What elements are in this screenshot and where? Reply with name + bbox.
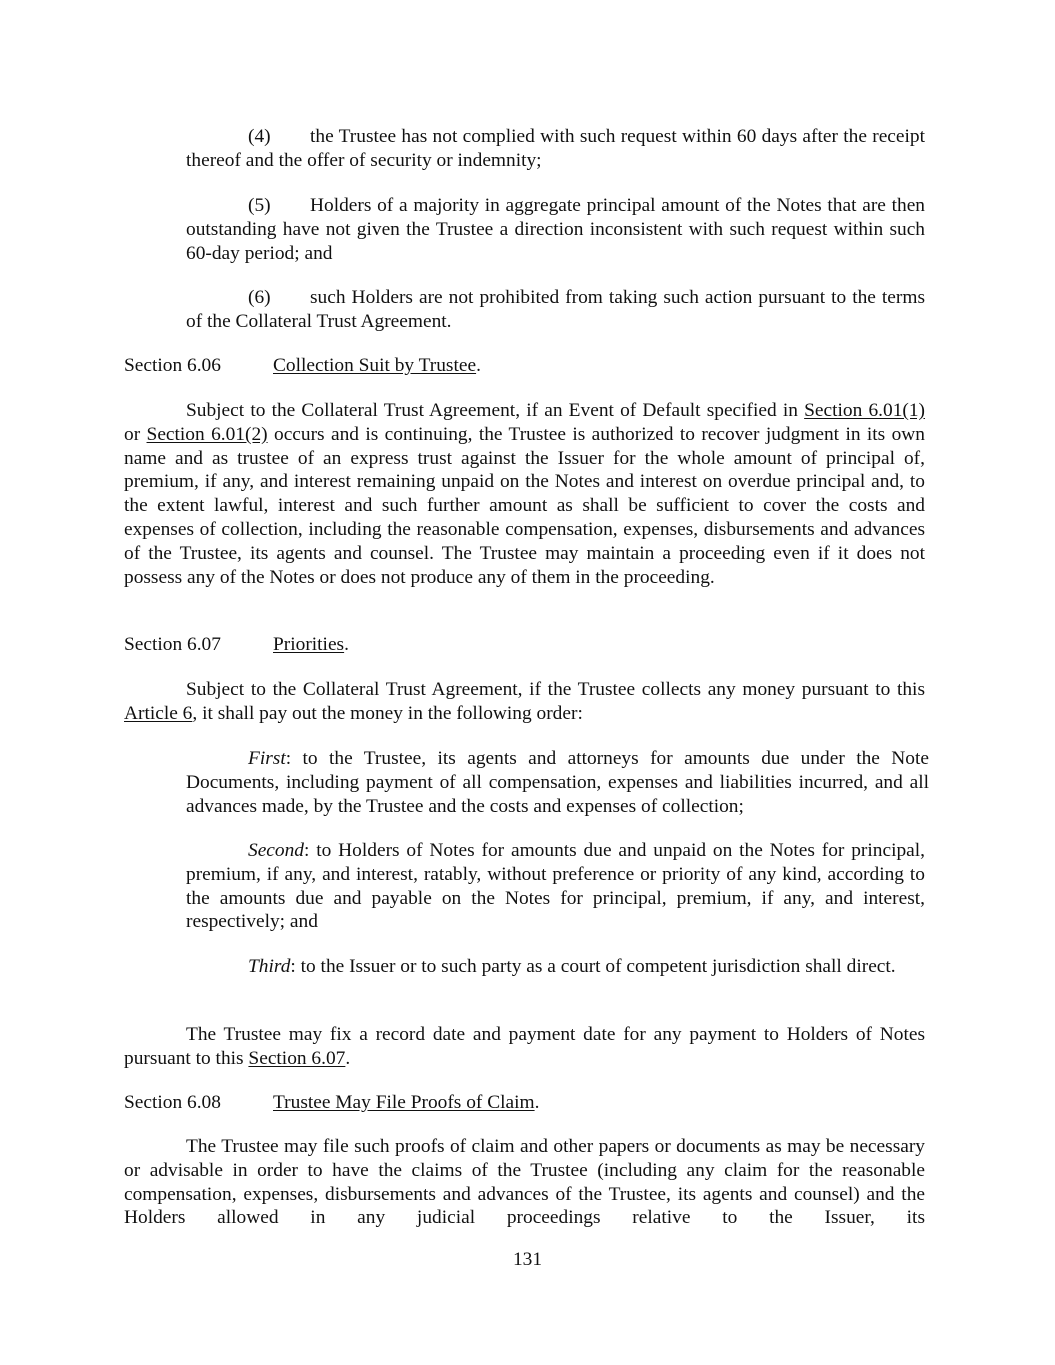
cross-reference-link[interactable]: Section 6.01(1): [804, 400, 925, 421]
section-6-07-record-date: [124, 1023, 925, 1071]
section-heading-6-08: Section 6.08 Trustee May File Proofs of Claim.: [124, 1092, 540, 1113]
section-number: Section 6.07: [124, 634, 221, 655]
section-6-08-paragraph: [124, 1135, 925, 1230]
clause-number: (4): [248, 126, 271, 147]
priority-label: Second: [248, 840, 304, 861]
paragraph-text: The Trustee may file such proofs of claim and other papers or documents as may be necessary or advisable in order to have the claims of the Trustee (including any claim for the reasonable compensation, expenses, disbursements and advances of the Trustee, its agents and counsel) and the Holders allowed in any judicial proceedings relative to the Issuer, its: [124, 1136, 925, 1229]
paragraph-text: Subject to the Collateral Trust Agreement, if an Event of Default specified in: [186, 400, 805, 421]
cross-reference-link[interactable]: Section 6.01(2): [146, 423, 268, 445]
cross-reference-link[interactable]: Article 6: [124, 702, 193, 724]
cross-reference-link[interactable]: Section 6.07: [248, 1047, 346, 1069]
priority-first: [186, 747, 929, 818]
section-number: Section 6.08: [124, 1092, 221, 1113]
clause-4-text: [186, 125, 925, 173]
paragraph-text: or: [124, 423, 147, 445]
section-title: Collection Suit by Trustee: [273, 355, 477, 376]
section-6-07-intro: [124, 678, 925, 726]
priority-text: : to the Issuer or to such party as a court of competent jurisdiction shall direct.: [290, 956, 896, 977]
paragraph-text: .: [345, 1047, 351, 1069]
clause-number: (5): [248, 195, 271, 216]
paragraph-text: , it shall pay out the money in the following order:: [192, 702, 583, 724]
priority-label: Third: [248, 956, 291, 977]
section-6-06-paragraph: [124, 399, 925, 589]
priority-text: : to the Trustee, its agents and attorneys for amounts due under the Note Documents, including payment of all compensation, expenses and liabilities incurred, and all advances made, by the Trustee and the costs and expenses of collection;: [186, 748, 929, 817]
priority-label: First: [248, 748, 286, 769]
clause-text: such Holders are not prohibited from taking such action pursuant to the terms of the Collateral Trust Agreement.: [186, 287, 925, 332]
clause-number: (6): [248, 287, 271, 308]
paragraph-text: The Trustee may fix a record date and payment date for any payment to Holders of Notes pursuant to this: [124, 1024, 925, 1069]
clause-6-text: [186, 286, 925, 334]
clause-5-text: [186, 194, 925, 265]
clause-text: the Trustee has not complied with such request within 60 days after the receipt thereof and the offer of security or indemnity;: [186, 126, 925, 171]
section-number: Section 6.06: [124, 355, 221, 376]
page-number: 131: [512, 1249, 543, 1270]
section-title: Priorities: [273, 634, 345, 655]
paragraph-text: Subject to the Collateral Trust Agreement, if the Trustee collects any money pursuant to this: [186, 679, 925, 700]
section-heading-6-06: Section 6.06 Collection Suit by Trustee.: [124, 355, 481, 376]
section-title: Trustee May File Proofs of Claim: [273, 1092, 535, 1113]
section-heading-6-07: Section 6.07 Priorities.: [124, 634, 349, 655]
priority-third: [186, 955, 925, 979]
priority-text: : to Holders of Notes for amounts due and unpaid on the Notes for principal, premium, if any, and interest, ratably, without preference or priority of any kind, according to the amounts due and payable on the Notes for principal, premium, if any, and interest, respectively; and: [186, 840, 925, 933]
clause-text: Holders of a majority in aggregate principal amount of the Notes that are then outstanding have not given the Trustee a direction inconsistent with such request within such 60-day period; and: [186, 195, 925, 264]
priority-second: [186, 839, 925, 934]
paragraph-text: occurs and is continuing, the Trustee is authorized to recover judgment in its own name and as trustee of an express trust against the Issuer for the whole amount of principal of, premium, if any, and interest remaining unpaid on the Notes and interest on overdue principal and, to the extent lawful, interest and such further amount as shall be sufficient to cover the costs and expenses of collection, including the reasonable compensation, expenses, disbursements and advances of the Trustee, its agents and counsel. The Trustee may maintain a proceeding even if it does not possess any of the Notes or does not produce any of them in the proceeding.: [124, 423, 925, 588]
